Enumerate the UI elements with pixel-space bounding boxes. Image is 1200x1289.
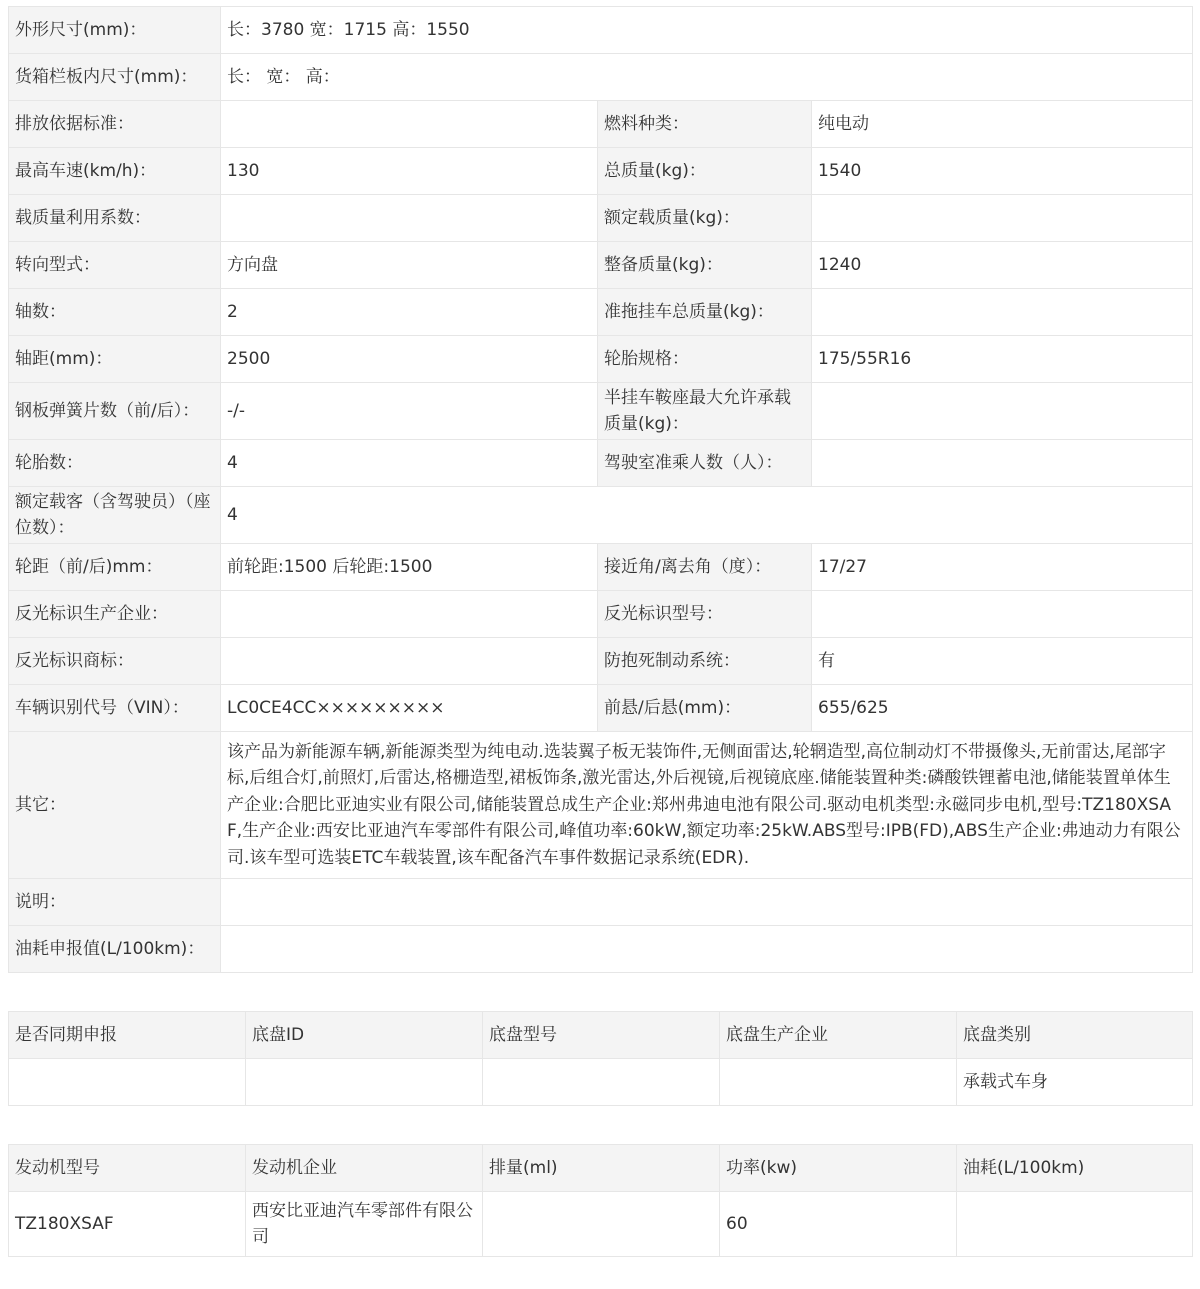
- spec-label: 轴距(mm)：: [9, 336, 221, 383]
- spec-value: 方向盘: [221, 242, 598, 289]
- spec-value: [812, 289, 1193, 336]
- chassis-cell: [483, 1059, 720, 1106]
- spec-row: [9, 440, 1193, 487]
- spec-value: [812, 383, 1193, 440]
- spec-value: 1540: [812, 148, 1193, 195]
- spec-value: [221, 591, 598, 638]
- engine-header: 发动机企业: [246, 1145, 483, 1192]
- value-cargo-box: 长： 宽： 高：: [221, 54, 1193, 101]
- engine-cell: 西安比亚迪汽车零部件有限公司: [246, 1192, 483, 1257]
- spec-label: 燃料种类：: [598, 101, 812, 148]
- chassis-table: [8, 1011, 1193, 1106]
- value-remark: [221, 879, 1193, 926]
- spec-label: 半挂车鞍座最大允许承载质量(kg)：: [598, 383, 812, 440]
- spec-value: 4: [221, 440, 598, 487]
- engine-header-row: [9, 1145, 1193, 1192]
- spec-label: 防抱死制动系统：: [598, 638, 812, 685]
- spec-row: [9, 685, 1193, 732]
- spec-label: 载质量利用系数：: [9, 195, 221, 242]
- chassis-cell: [246, 1059, 483, 1106]
- label-cargo-box: 货箱栏板内尺寸(mm)：: [9, 54, 221, 101]
- label-remark: 说明：: [9, 879, 221, 926]
- spec-label: 整备质量(kg)：: [598, 242, 812, 289]
- spec-label: 反光标识型号：: [598, 591, 812, 638]
- spec-label: 钢板弹簧片数（前/后）：: [9, 383, 221, 440]
- spec-value: [812, 195, 1193, 242]
- spec-table: [8, 6, 1193, 973]
- spec-value: LC0CE4CC×××××××××: [221, 685, 598, 732]
- spec-value: 前轮距:1500 后轮距:1500: [221, 544, 598, 591]
- spec-value: [221, 638, 598, 685]
- spec-label: 轴数：: [9, 289, 221, 336]
- spec-row: [9, 591, 1193, 638]
- chassis-header: 底盘生产企业: [720, 1012, 957, 1059]
- spec-label: 轮距（前/后)mm：: [9, 544, 221, 591]
- engine-row: [9, 1192, 1193, 1257]
- spec-row-other: [9, 732, 1193, 879]
- spec-value: [812, 591, 1193, 638]
- spec-row: [9, 638, 1193, 685]
- label-dimensions: 外形尺寸(mm)：: [9, 7, 221, 54]
- spec-label: 驾驶室准乘人数（人）：: [598, 440, 812, 487]
- spec-row-remark: [9, 879, 1193, 926]
- chassis-cell: [720, 1059, 957, 1106]
- spec-value: [221, 101, 598, 148]
- spec-label: 接近角/离去角（度）：: [598, 544, 812, 591]
- chassis-header-row: [9, 1012, 1193, 1059]
- spec-row: [9, 101, 1193, 148]
- spec-row: [9, 289, 1193, 336]
- spec-label: 额定载质量(kg)：: [598, 195, 812, 242]
- spec-row-dimensions: [9, 7, 1193, 54]
- engine-cell: 60: [720, 1192, 957, 1257]
- value-other: 该产品为新能源车辆,新能源类型为纯电动.选装翼子板无装饰件,无侧面雷达,轮辋造型,高位制动灯不带摄像头,无前雷达,尾部字标,后组合灯,前照灯,后雷达,格栅造型,裙板饰条,激光雷达,外后视镜,后视镜底座.储能装置种类:磷酸铁锂蓄电池,储能装置单体生产企业:合肥比亚迪实业有限公司,储能装置总成生产企业:郑州弗迪电池有限公司.驱动电机类型:永磁同步电机,型号:TZ180XSAF,生产企业:西安比亚迪汽车零部件有限公司,峰值功率:60kW,额定功率:25kW.ABS型号:IPB(FD),ABS生产企业:弗迪动力有限公司.该车型可选装ETC车载装置,该车配备汽车事件数据记录系统(EDR).: [221, 732, 1193, 879]
- spec-value: 175/55R16: [812, 336, 1193, 383]
- spec-row: [9, 383, 1193, 440]
- label-fuel: 油耗申报值(L/100km)：: [9, 926, 221, 973]
- spec-row: [9, 336, 1193, 383]
- spec-label: 准拖挂车总质量(kg)：: [598, 289, 812, 336]
- chassis-header: 底盘型号: [483, 1012, 720, 1059]
- spec-row: [9, 544, 1193, 591]
- spec-label: 总质量(kg)：: [598, 148, 812, 195]
- vehicle-spec-page: [8, 6, 1192, 1257]
- engine-header: 发动机型号: [9, 1145, 246, 1192]
- engine-header: 油耗(L/100km): [957, 1145, 1193, 1192]
- engine-header: 功率(kw): [720, 1145, 957, 1192]
- spec-label: 前悬/后悬(mm)：: [598, 685, 812, 732]
- spec-label: 反光标识商标：: [9, 638, 221, 685]
- chassis-header: 底盘类别: [957, 1012, 1193, 1059]
- spec-value: [221, 195, 598, 242]
- engine-cell: [957, 1192, 1193, 1257]
- spec-label: 排放依据标准：: [9, 101, 221, 148]
- spec-row-passengers: [9, 487, 1193, 544]
- spec-value: 655/625: [812, 685, 1193, 732]
- engine-cell: [483, 1192, 720, 1257]
- value-fuel: [221, 926, 1193, 973]
- label-other: 其它：: [9, 732, 221, 879]
- spec-value: [812, 440, 1193, 487]
- spec-label: 轮胎数：: [9, 440, 221, 487]
- spec-label: 反光标识生产企业：: [9, 591, 221, 638]
- chassis-header: 底盘ID: [246, 1012, 483, 1059]
- engine-header: 排量(ml): [483, 1145, 720, 1192]
- value-dimensions: 长：3780 宽：1715 高：1550: [221, 7, 1193, 54]
- spec-label: 最高车速(km/h)：: [9, 148, 221, 195]
- spec-value: -/-: [221, 383, 598, 440]
- spec-row-fuel: [9, 926, 1193, 973]
- spec-value: 1240: [812, 242, 1193, 289]
- chassis-cell: [9, 1059, 246, 1106]
- value-passengers: 4: [221, 487, 1193, 544]
- spec-value: 2500: [221, 336, 598, 383]
- chassis-row: [9, 1059, 1193, 1106]
- label-passengers: 额定载客（含驾驶员）（座位数）：: [9, 487, 221, 544]
- spec-label: 车辆识别代号（VIN）：: [9, 685, 221, 732]
- spec-label: 转向型式：: [9, 242, 221, 289]
- spec-row: [9, 195, 1193, 242]
- engine-table: [8, 1144, 1193, 1257]
- spec-row-cargo-box: [9, 54, 1193, 101]
- spec-value: 2: [221, 289, 598, 336]
- spec-value: 纯电动: [812, 101, 1193, 148]
- spec-label: 轮胎规格：: [598, 336, 812, 383]
- spec-value: 有: [812, 638, 1193, 685]
- spec-row: [9, 242, 1193, 289]
- chassis-cell: 承载式车身: [957, 1059, 1193, 1106]
- chassis-header: 是否同期申报: [9, 1012, 246, 1059]
- spec-value: 17/27: [812, 544, 1193, 591]
- engine-cell: TZ180XSAF: [9, 1192, 246, 1257]
- spec-row: [9, 148, 1193, 195]
- spec-value: 130: [221, 148, 598, 195]
